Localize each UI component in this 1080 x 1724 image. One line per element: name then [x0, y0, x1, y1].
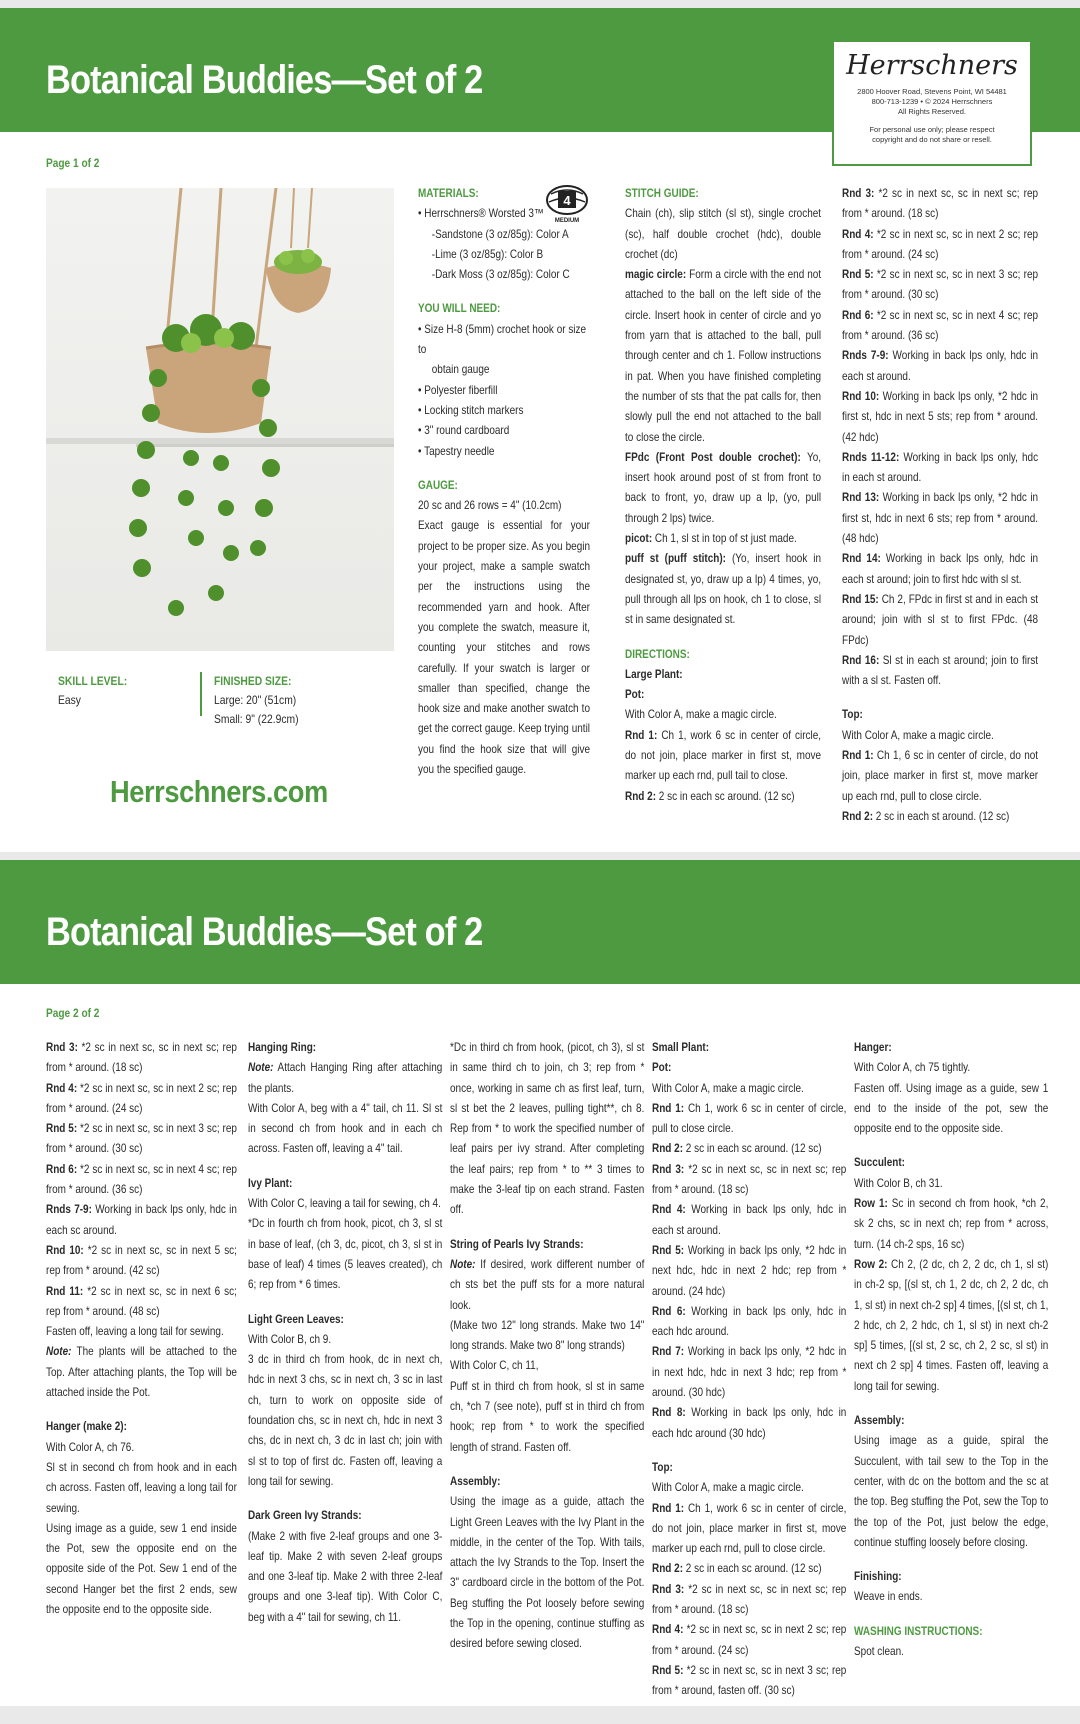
brand-copyright-note: For personal use only; please respect copyright and do not share or resell.: [869, 125, 995, 144]
materials-column: MATERIALS: • Herrschners® Worsted 3™ -Sandstone (3 oz/85g): Color A -Lime (3 oz/85g): Color B -Dark Moss (3 oz/85g): Color C YOU WILL NEED: • Size H-8 (5mm) crochet hook or size to obtain gauge • Polyester fiberfill • Locking stitch markers • 3" round cardboard • Tapestry needle GAUGE: 20 sc and 26 rows = 4" (10.2cm) Exact gauge is essential for your project to be proper size. As you begin your project, make a sample swatch per the instructions using the recommended yarn and hook. After you complete the swatch, measure it, counting your stitches and rows carefully. If your swatch is larger or smaller than specified, change the hook size and make another swatch to get the correct gauge. Keep trying until you find the hook size that will give you the specified gauge.: [418, 187, 590, 777]
badge-text: MEDIUM: [554, 218, 580, 224]
badge-number: 4: [563, 193, 571, 208]
skill-level: SKILL LEVEL: Easy: [58, 674, 128, 707]
page2-column-3: *Dc in third ch from hook, (picot, ch 3), sl st in same third ch to join, ch 3; rep from * once, working in same ch as first leaf, turn, sl st bet the 2 leaves, pulling tight**, ch 8. Rep from * to work the specified number of leaf pairs per ivy strand. After completing the leaf pairs; rep from * to ** 3 times to make the 3-leaf tip on each strand. Fasten off. String of Pearls Ivy Strands: Note: If desired, work different number of ch sts bet the puff sts for a more natural look. (Make two 12" long strands. Make two 14" long strands. Make two 8" long strands) With Color C, ch 11, Puff st in third ch from hook, sl st in same ch, *ch 7 (see note), puff st in third ch from hook; rep from * to work the specified length of strand. Fasten off. Assembly: Using the image as a guide, attach the Light Green Leaves with the Ivy Plant in the middle, in the center of the Top. With tails, attach the Ivy Strands to the Top. Insert the 3" cardboard circle in the bottom of the Pot. Beg stuffing the Pot loosely before sewing the Top in the opening, continue stuffing as desired before sewing closed.: [450, 1041, 645, 1651]
page2-column-1: Rnd 3: *2 sc in next sc, sc in next sc; rep from * around. (18 sc) Rnd 4: *2 sc in next sc, sc in next 2 sc; rep from * around. (24 sc) Rnd 5: *2 sc in next sc, sc in next 3 sc; rep from * around. (30 sc) Rnd 6: *2 sc in next sc, sc in next 4 sc; rep from * around. (36 sc) Rnds 7-9: Working in back lps only, hdc in each sc around. Rnd 10: *2 sc in next sc, sc in next 5 sc; rep from * around. (42 sc) Rnd 11: *2 sc in next sc, sc in next 6 sc; rep from * around. (48 sc) Fasten off, leaving a long tail for sewing. Note: The plants will be attached to the Top. After attaching plants, the Top will be attached inside the Pot. Hanger (make 2): With Color A, ch 76. Sl st in second ch from hook and in each ch across. Fasten off, leaving a long tail for sewing. Using image as a guide, sew 1 end inside the Pot, sew the opposite end on the opposite side of the Pot. Sew 1 end of the second Hanger bet the first 2 ends, sew the opposite end to the opposite side.: [46, 1041, 237, 1617]
title-banner-2: [0, 860, 1080, 984]
brand-address: 2800 Hoover Road, Stevens Point, WI 54481 800-713-1239 • © 2024 Herrschners All Rights Reserved.: [857, 87, 1007, 116]
pattern-title-2: Botanical Buddies—Set of 2: [46, 910, 483, 954]
skill-divider: [200, 672, 202, 716]
brand-box: [832, 40, 1032, 166]
pattern-title: Botanical Buddies—Set of 2: [46, 58, 483, 102]
page2-column-4: Small Plant: Pot: With Color A, make a magic circle. Rnd 1: Ch 1, work 6 sc in center of circle, pull to close circle. Rnd 2: 2 sc in each sc around. (12 sc) Rnd 3: *2 sc in next sc, sc in next sc; rep from * around. (18 sc) Rnd 4: Working in back lps only, hdc in each st around. Rnd 5: Working in back lps only, *2 hdc in next hdc, hdc in next 2 hdc; rep from * around. (24 hdc) Rnd 6: Working in back lps only, hdc in each hdc around. Rnd 7: Working in back lps only, *2 hdc in in next hdc, hdc in next 3 hdc; rep from * around. (30 hdc) Rnd 8: Working in back lps only, hdc in each hdc around (30 hdc) Top: With Color A, make a magic circle. Rnd 1: Ch 1, work 6 sc in center of circle, do not join, place marker in first st, move marker up each rnd, pull to close circle. Rnd 2: 2 sc in each sc around. (12 sc) Rnd 3: *2 sc in next sc, sc in next sc; rep from * around. (18 sc) Rnd 4: *2 sc in next sc, sc in next 2 sc; rep from * around. (24 sc) Rnd 5: *2 sc in next sc, sc in next 3 sc; rep from * around, fasten off. (30 sc): [652, 1041, 847, 1698]
page2-column-2: Hanging Ring: Note: Attach Hanging Ring after attaching the plants. With Color A, beg with a 4" tail, ch 11. Sl st in second ch from hook and in each ch across. Fasten off, leaving a 4" tail. Ivy Plant: With Color C, leaving a tail for sewing, ch 4. *Dc in fourth ch from hook, picot, ch 3, sl st in base of leaf, (ch 3, dc, picot, ch 3, sl st in base of leaf) 4 times (5 leaves created), ch 6; rep from * 6 times. Light Green Leaves: With Color B, ch 9. 3 dc in third ch from hook, dc in next ch, hdc in next 3 chs, sc in next ch, 3 sc in last ch, turn to work on opposite side of foundation chs, sc in next ch, hdc in next 3 chs, dc in next ch, 3 dc in last ch; join with sl st to top of first dc. Fasten off, leaving a long tail for sewing. Dark Green Ivy Strands: (Make 2 with five 2-leaf groups and one 3-leaf tip. Make 2 with seven 2-leaf groups and one 3-leaf tip. Make 2 with three 2-leaf groups and one 3-leaf tip). With Color C, beg with a 4" tail for sewing, ch 11.: [248, 1041, 443, 1624]
page-number: Page 1 of 2: [46, 158, 100, 170]
product-photo: [46, 188, 394, 651]
stitch-guide-column: STITCH GUIDE: Chain (ch), slip stitch (sl st), single crochet (sc), half double crochet (hdc), double crochet (dc) magic circle: Form a circle with the end not attached to the ball on the left side of the circle. Insert hook in center of circle and yo from yarn that is attached to the ball, pull through center and ch 1. Follow instructions in pat. When you have finished completing the number of sts that the pat calls for, then slowly pull the end not attached to the ball to close the circle. FPdc (Front Post double crochet): Yo, insert hook around post of st from front to back to front, yo, draw up a lp, (yo, pull through 2 lps) twice. picot: Ch 1, sl st in top of st just made. puff st (puff stitch): (Yo, insert hook in designated st, yo, draw up a lp) 4 times, yo, pull through all lps on hook, ch 1 to close, sl st in same designated st. DIRECTIONS: Large Plant: Pot: With Color A, make a magic circle. Rnd 1: Ch 1, work 6 sc in center of circle, do not join, place marker in first st, move marker up each rnd, pull tail to close. Rnd 2: 2 sc in each sc around. (12 sc): [625, 187, 822, 803]
finished-size: FINISHED SIZE: Large: 20" (51cm) Small: 9" (22.9cm): [214, 674, 299, 726]
website-link[interactable]: Herrschners.com: [110, 774, 328, 809]
page-number-2: Page 2 of 2: [46, 1008, 100, 1020]
brand-logo: Herrschners: [846, 50, 1018, 81]
pattern-page-1: [0, 8, 1080, 852]
pattern-page-2: [0, 860, 1080, 1706]
page2-column-5: Hanger: With Color A, ch 75 tightly. Fasten off. Using image as a guide, sew 1 end to the inside of the pot, sew the opposite end to the opposite side. Succulent: With Color B, ch 31. Row 1: Sc in second ch from hook, *ch 2, sk 2 chs, sc in next ch; rep from * across, turn. (14 ch-2 sps, 16 sc) Row 2: Ch 2, (2 dc, ch 2, 2 dc, ch 1, sl st) in ch-2 sp, [(sl st, ch 1, 2 dc, ch 2, 2 dc, ch 1, sl st) in next ch-2 sp] 4 times, [(sl st, ch 1, 2 hdc, ch 2, 2 hdc, ch 1, sl st) in next ch-2 sp] 5 times, [(sl st, 2 sc, ch 2, 2 sc, sl st) in next ch 2 sp] 4 times. Fasten off, leaving a long tail for sewing. Assembly: Using image as a guide, spiral the Succulent, with tail sew to the Top in the center, with dc on the bottom and the sc at the top. Beg stuffing the Pot, sew the Top to the top of the Pot, just below the edge, continue stuffing loosely before closing. Finishing: Weave in ends. WASHING INSTRUCTIONS: Spot clean.: [854, 1041, 1049, 1659]
pot-rounds-column: Rnd 3: *2 sc in next sc, sc in next sc; rep from * around. (18 sc) Rnd 4: *2 sc in next sc, sc in next 2 sc; rep from * around. (24 sc) Rnd 5: *2 sc in next sc, sc in next 3 sc; rep from * around. (30 sc) Rnd 6: *2 sc in next sc, sc in next 4 sc; rep from * around. (36 sc) Rnds 7-9: Working in back lps only, hdc in each st around. Rnd 10: Working in back lps only, *2 hdc in first st, hdc in next 5 sts; rep from * around. (42 hdc) Rnds 11-12: Working in back lps only, hdc in each st around. Rnd 13: Working in back lps only, *2 hdc in first st, hdc in next 6 sts; rep from * around. (48 hdc) Rnd 14: Working in back lps only, hdc in each st around; join to first hdc with sl st. Rnd 15: Ch 2, FPdc in first st and in each st around; join with sl st to first FPdc. (48 FPdc) Rnd 16: Sl st in each st around; join to first with a sl st. Fasten off. Top: With Color A, make a magic circle. Rnd 1: Ch 1, 6 sc in center of circle, do not join, place marker in first st, move marker up each rnd, pull to close circle. Rnd 2: 2 sc in each st around. (12 sc): [842, 187, 1039, 823]
hanging-plants-illustration: [46, 188, 394, 651]
